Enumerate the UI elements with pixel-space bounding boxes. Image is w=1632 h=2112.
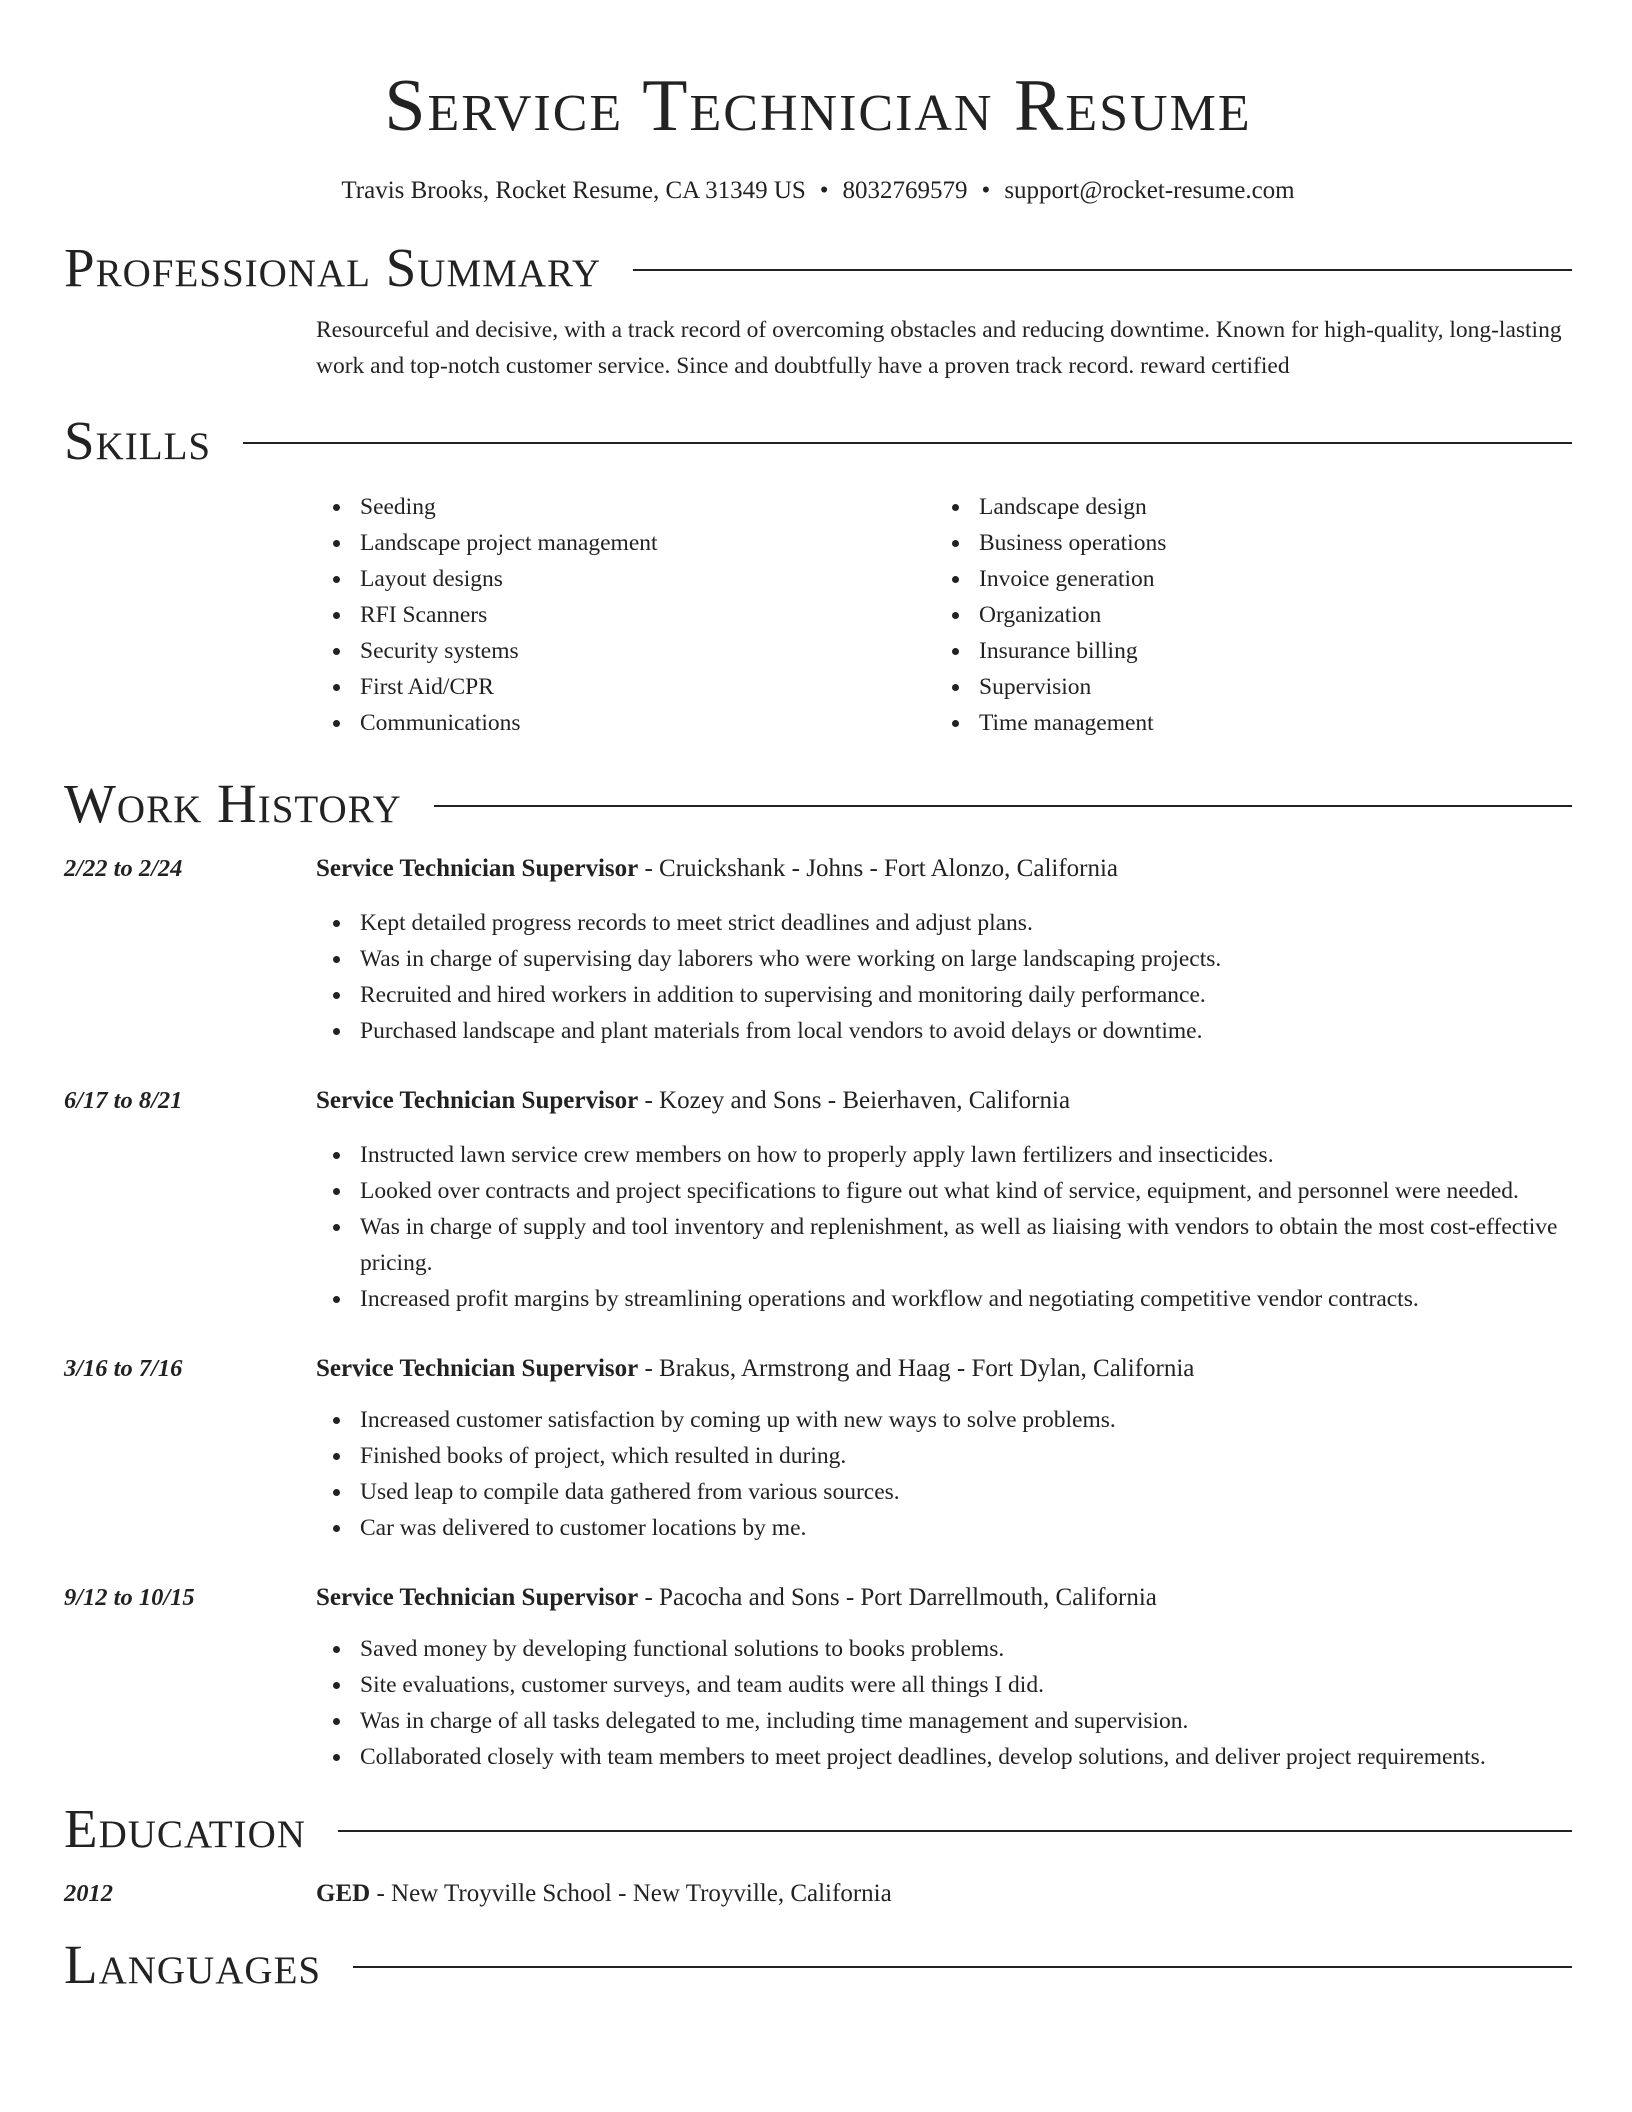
resume-title: Service Technician Resume [384,65,1252,147]
job-bullets [316,1402,1572,1546]
job-dates: 6/17 to 8/21 [64,1087,183,1114]
skill-item: Invoice generation [935,561,1554,597]
skill-item: Organization [935,597,1554,633]
job-title: Service Technician Supervisor [316,1584,639,1611]
job-bullet: Was in charge of all tasks delegated to me, including time management and supervision. [316,1703,1572,1739]
section-divider [353,1966,1572,1968]
skills-columns [316,489,1572,741]
education-header [64,1799,1572,1859]
education-year: 2012 [64,1880,113,1907]
resume-content [64,0,1572,1995]
languages-header [64,1935,1572,1995]
job-bullet: Saved money by developing functional solutions to books problems. [316,1631,1572,1667]
skill-item: Security systems [316,633,935,669]
job-heading [316,1581,1572,1615]
languages-section [64,1935,1572,1995]
job-heading [316,852,1572,886]
job-dates: 9/12 to 10/15 [64,1584,195,1611]
job-bullet: Finished books of project, which resulted in during. [316,1438,1572,1474]
work-history-section [64,774,1572,1775]
summary-heading: Professional Summary [64,237,602,298]
job-bullets [316,1137,1572,1317]
skill-item: Communications [316,705,935,741]
skills-header [64,411,1572,471]
job-bullets [316,1631,1572,1775]
contact-separator: • [981,177,991,204]
job-bullet: Was in charge of supervising day laborers who were working on large landscaping projects. [316,941,1572,977]
job-bullet: Instructed lawn service crew members on how to properly apply lawn fertilizers and insecticides. [316,1137,1572,1173]
section-divider [633,269,1572,271]
job-dates: 3/16 to 7/16 [64,1355,183,1382]
education-heading-line [316,1877,1572,1911]
job-bullet: Increased profit margins by streamlining operations and workflow and negotiating competitive vendor contracts. [316,1281,1572,1317]
education-section [64,1799,1572,1911]
skill-item: First Aid/CPR [316,669,935,705]
languages-heading: Languages [64,1934,322,1995]
skill-item: Time management [935,705,1554,741]
skills-list-right [935,489,1554,741]
skill-item: Landscape design [935,489,1554,525]
job-entry [64,1084,1572,1317]
job-bullet: Site evaluations, customer surveys, and team audits were all things I did. [316,1667,1572,1703]
job-bullet: Looked over contracts and project specifications to figure out what kind of service, equipment, and personnel were needed. [316,1173,1572,1209]
education-school: - New Troyville School - New Troyville, California [370,1880,892,1907]
job-bullets [316,905,1572,1049]
job-detail [316,1352,1572,1546]
education-degree: GED [316,1880,371,1907]
section-divider [243,442,1572,444]
job-employer: - Brakus, Armstrong and Haag - Fort Dylan, California [638,1355,1195,1382]
skill-item: Business operations [935,525,1554,561]
job-entry [64,1352,1572,1546]
job-bullet: Car was delivered to customer locations by me. [316,1510,1572,1546]
skill-item: Seeding [316,489,935,525]
job-entry [64,1581,1572,1775]
job-detail [316,1581,1572,1775]
skill-item: RFI Scanners [316,597,935,633]
contact-email: support@rocket-resume.com [1004,177,1295,204]
job-employer: - Kozey and Sons - Beierhaven, California [638,1087,1071,1114]
summary-section [64,238,1572,384]
job-heading [316,1084,1572,1118]
job-title: Service Technician Supervisor [316,855,639,882]
contact-separator: • [819,177,829,204]
job-bullet: Purchased landscape and plant materials from local vendors to avoid delays or downtime. [316,1013,1572,1049]
job-bullet: Collaborated closely with team members to meet project deadlines, develop solutions, and deliver project requirements. [316,1739,1572,1775]
section-divider [338,1830,1572,1832]
work-history-heading: Work History [64,773,402,834]
skills-heading: Skills [64,410,212,471]
job-bullet: Was in charge of supply and tool inventory and replenishment, as well as liaising with vendors to obtain the most cost-effective pricing. [316,1209,1572,1281]
skills-list-left [316,489,935,741]
skill-item: Supervision [935,669,1554,705]
education-heading: Education [64,1798,306,1859]
job-entry [64,852,1572,1049]
summary-header [64,238,1572,298]
job-bullet: Recruited and hired workers in addition to supervising and monitoring daily performance. [316,977,1572,1013]
job-employer: - Cruickshank - Johns - Fort Alonzo, California [638,855,1119,882]
job-dates: 2/22 to 2/24 [64,855,183,882]
job-employer: - Pacocha and Sons - Port Darrellmouth, California [638,1584,1157,1611]
skill-item: Insurance billing [935,633,1554,669]
job-bullet: Kept detailed progress records to meet strict deadlines and adjust plans. [316,905,1572,941]
job-title: Service Technician Supervisor [316,1355,639,1382]
job-title: Service Technician Supervisor [316,1087,639,1114]
job-detail [316,1084,1572,1317]
skill-item: Landscape project management [316,525,935,561]
section-divider [434,805,1572,807]
contact-phone: 8032769579 [842,177,968,204]
work-history-header [64,774,1572,834]
summary-text: Resourceful and decisive, with a track record of overcoming obstacles and reducing downtime. Known for high-quality, long-lasting work and top-notch customer service. Since and doubtfully have a proven track record. reward certified [316,317,1562,379]
job-detail [316,852,1572,1049]
contact-address: Travis Brooks, Rocket Resume, CA 31349 US [341,177,806,204]
skill-item: Layout designs [316,561,935,597]
job-bullet: Increased customer satisfaction by coming up with new ways to solve problems. [316,1402,1572,1438]
job-bullet: Used leap to compile data gathered from various sources. [316,1474,1572,1510]
job-heading [316,1352,1572,1386]
education-detail [316,1877,1572,1911]
education-entry [64,1877,1572,1911]
contact-line [64,174,1572,208]
skills-section [64,411,1572,741]
